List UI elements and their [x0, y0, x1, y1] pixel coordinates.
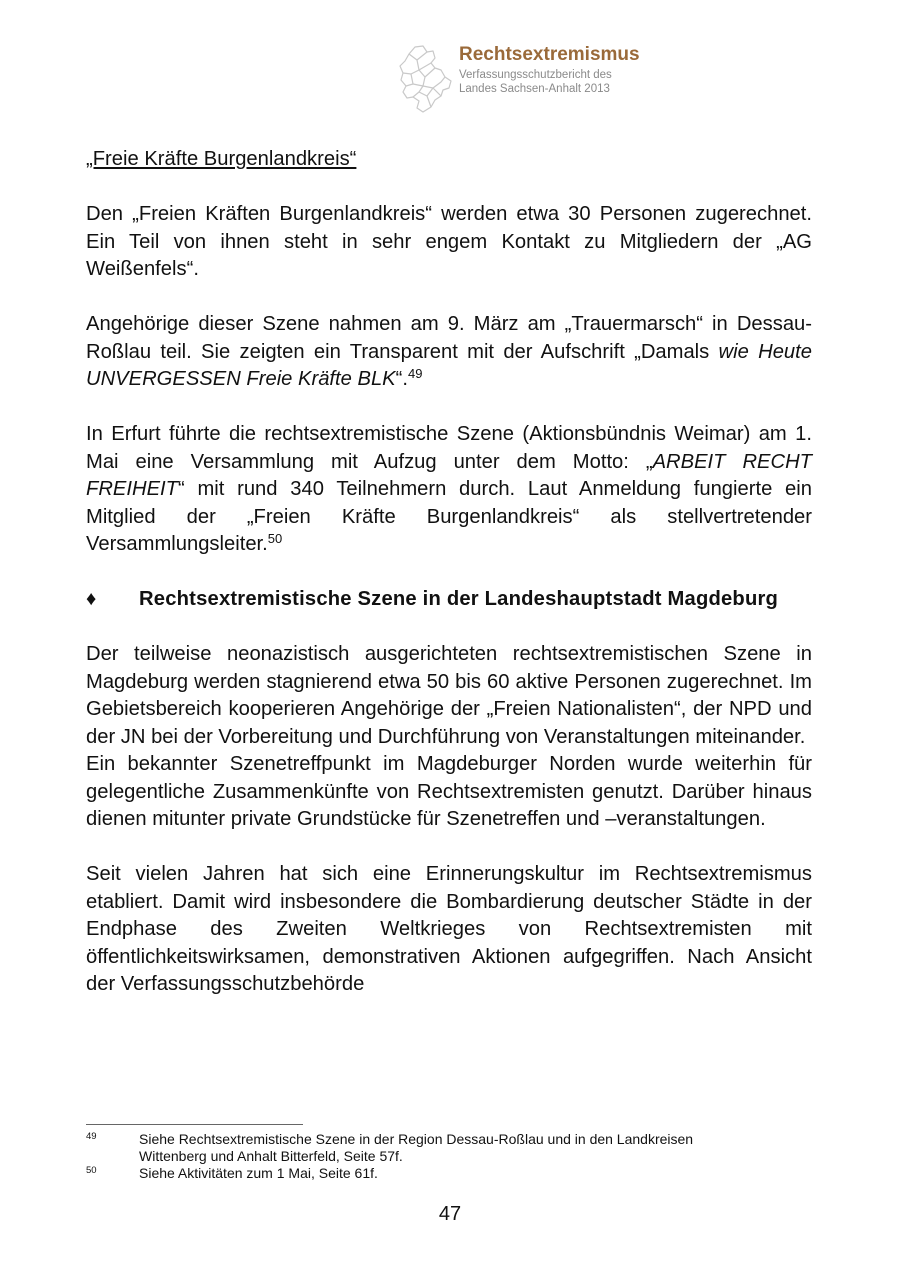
page-header: [397, 42, 717, 114]
paragraph-magdeburg-scene: Der teilweise neonazistisch ausgerichteten rechtsextremistischen Szene in Magdeburg werden stagnierend etwa 50 bis 60 aktive Personen zugerechnet. Im Gebietsbereich kooperieren Angehörige der „Freien Nationalisten“, der NPD und der JN bei der Vorbereitung und Durchführung von Veranstaltungen miteinander.: [86, 643, 812, 748]
header-subtitle-line-2: Landes Sachsen-Anhalt 2013: [459, 83, 610, 95]
section-heading-magdeburg: [86, 586, 812, 614]
footnote-number: 50: [86, 1165, 97, 1176]
footnote-49: [86, 1131, 812, 1165]
paragraph-trauermarsch-end: “.: [395, 368, 408, 390]
header-title: Rechtsextremismus: [459, 44, 640, 65]
footnote-text: Siehe Aktivitäten zum 1 Mai, Seite 61f.: [139, 1165, 378, 1181]
header-subtitle: [459, 68, 612, 96]
paragraph-trauermarsch-text: Angehörige dieser Szene nahmen am 9. März am „Trauermarsch“ in Dessau-Roßlau teil. Sie zeigten ein Transparent mit der Aufschrift „Damals: [86, 313, 812, 363]
paragraph-members: Den „Freien Kräften Burgenlandkreis“ werden etwa 30 Personen zugerechnet. Ein Teil von ihnen steht in sehr engem Kontakt zu Mitgliedern der „AG Weißenfels“.: [86, 203, 812, 280]
main-content: [86, 146, 812, 999]
diamond-bullet-icon: ♦: [86, 588, 97, 610]
page-number: 47: [438, 1203, 462, 1225]
paragraph-meeting-point: Ein bekannter Szenetreffpunkt im Magdeburger Norden wurde weiterhin für gelegentliche Zusammenkünfte von Rechtsextremisten genutzt. Darüber hinaus dienen mitunter private Grundstücke für Szenetreffen und –veranstaltungen.: [86, 753, 812, 830]
section-heading-magdeburg-text: Rechtsextremistische Szene in der Landeshauptstadt Magdeburg: [139, 588, 779, 610]
motto-text: ARBEIT RECHT FREIHEIT: [86, 450, 812, 500]
paragraph-erfurt-end: “ mit rund 340 Teilnehmern durch. Laut Anmeldung fungierte ein Mitglied der „Freien Kräfte Burgenlandkreis“ als stellvertretender Versammlungsleiter.: [86, 478, 812, 555]
paragraph-erfurt-text: In Erfurt führte die rechtsextremistische Szene (Aktionsbündnis Weimar) am 1. Mai eine Versammlung mit Aufzug unter dem Motto: „: [86, 423, 812, 473]
section-heading-freie-kraefte: „Freie Kräfte Burgenlandkreis“: [86, 148, 357, 170]
footnote-number: 49: [86, 1131, 97, 1142]
footnotes: [86, 1131, 812, 1182]
footnote-50: [86, 1165, 812, 1182]
paragraph-remembrance: Seit vielen Jahren hat sich eine Erinnerungskultur im Rechtsextremismus etabliert. Damit wird insbesondere die Bombardierung deutscher Städte in der Endphase des Zweiten Weltkrieges von Rechtsextremisten mit öffentlichkeitswirksamen, demonstrativen Aktionen aufgegriffen. Nach Ansicht der Verfassungsschutzbehörde: [86, 863, 812, 995]
footnote-divider: [86, 1124, 303, 1125]
banner-slogan: wie Heute UNVERGESSEN Freie Kräfte BLK: [86, 340, 812, 390]
state-map-outline-icon: [397, 44, 453, 114]
footnote-ref-49[interactable]: 49: [408, 366, 423, 381]
paragraph-erfurt: [86, 421, 812, 559]
footnote-text: Siehe Rechtsextremistische Szene in der Region Dessau-Roßlau und in den Landkreisen: [139, 1131, 694, 1147]
footnote-text-continued: Wittenberg und Anhalt Bitterfeld, Seite 57f.: [139, 1148, 403, 1164]
footnote-ref-50[interactable]: 50: [267, 531, 283, 546]
paragraph-trauermarsch: [86, 311, 812, 394]
header-subtitle-line-1: Verfassungsschutzbericht des: [459, 69, 612, 81]
